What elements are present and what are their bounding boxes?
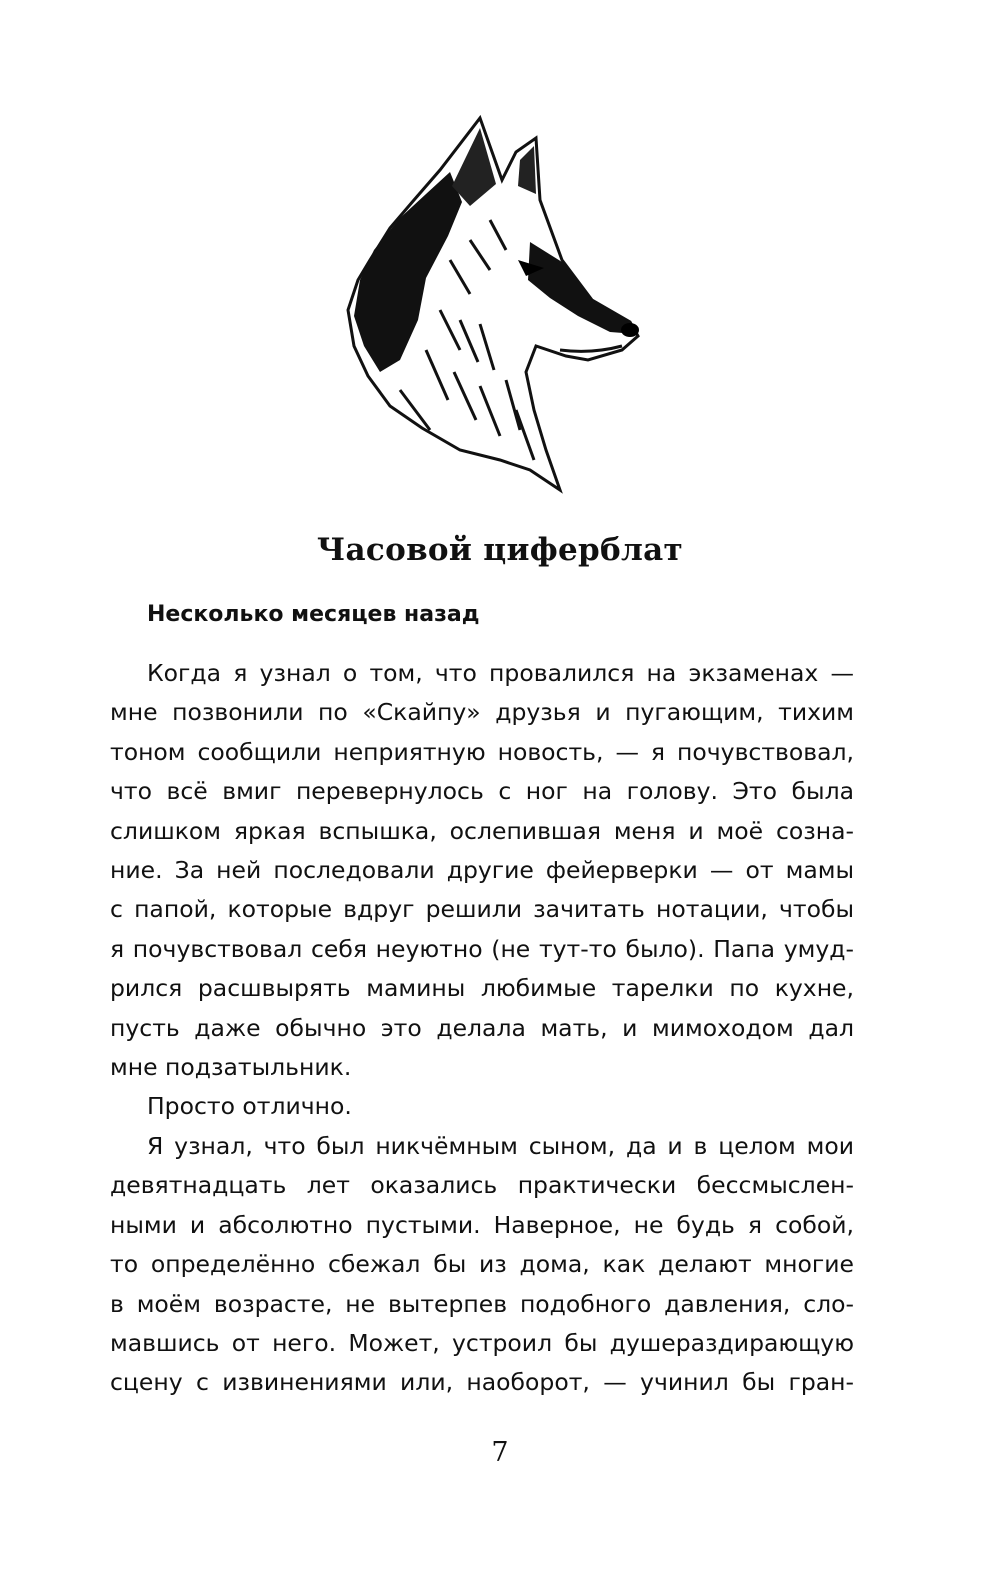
- text-line: что всё вмиг перевернулось с ног на голову. Это была: [110, 777, 854, 806]
- page-number: 7: [491, 1437, 509, 1468]
- text-line: с папой, которые вдруг решили зачитать нотации, чтобы: [110, 895, 854, 924]
- text-line: то определённо сбежал бы из дома, как делают многие: [110, 1250, 854, 1279]
- text-line: мне подзатыльник.: [110, 1053, 352, 1082]
- text-line: сцену с извинениями или, наоборот, — учинил бы гран-: [110, 1368, 854, 1397]
- text-line: мне позвонили по «Скайпу» друзья и пугающим, тихим: [110, 698, 854, 727]
- text-line: пусть даже обычно это делала мать, и мимоходом дал: [110, 1013, 854, 1042]
- text-line: слишком яркая вспышка, ослепившая меня и моё созна-: [110, 816, 854, 845]
- text-line: Я узнал, что был никчёмным сыном, да и в целом мои: [147, 1131, 854, 1160]
- text-line: в моём возрасте, не вытерпев подобного давления, сло-: [110, 1289, 854, 1318]
- text-line: Просто отлично.: [147, 1092, 352, 1121]
- text-line: девятнадцать лет оказались практически бессмыслен-: [110, 1171, 854, 1200]
- chapter-title: Часовой циферблат: [316, 532, 684, 568]
- text-line: рился расшвырять мамины любимые тарелки по кухне,: [110, 974, 854, 1003]
- text-line: тоном сообщили неприятную новость, — я почувствовал,: [110, 737, 854, 766]
- text-line: я почувствовал себя неуютно (не тут-то было). Папа умуд-: [110, 934, 854, 963]
- text-line: ными и абсолютно пустыми. Наверное, не будь я собой,: [110, 1210, 854, 1239]
- text-line: ние. За ней последовали другие фейерверки — от мамы: [110, 856, 854, 885]
- wolf-head-icon: [330, 110, 650, 500]
- body-text: [110, 654, 854, 1403]
- text-line: Когда я узнал о том, что провалился на экзаменах —: [147, 659, 854, 687]
- text-line: мавшись от него. Может, устроил бы душераздирающую: [110, 1328, 854, 1357]
- chapter-subtitle: Несколько месяцев назад: [147, 602, 480, 627]
